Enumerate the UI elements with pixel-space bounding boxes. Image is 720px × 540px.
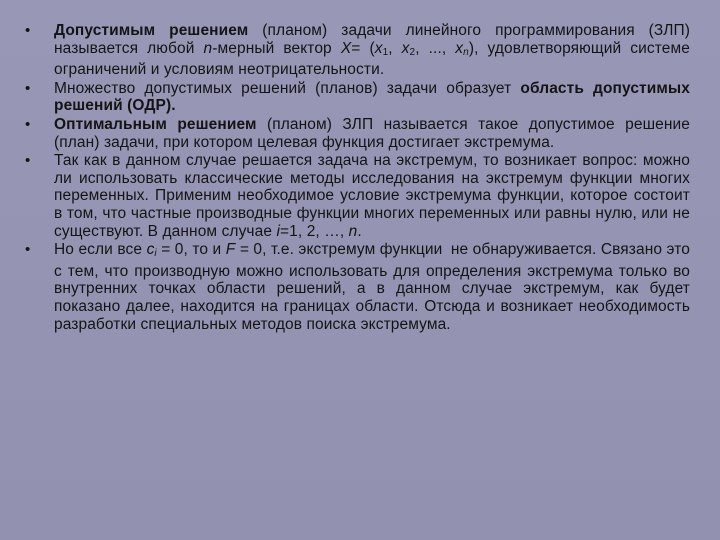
var-x: x — [374, 39, 383, 57]
bullet-dot: • — [25, 241, 31, 259]
subscript: 2 — [409, 46, 416, 58]
term-optimal-solution: Оптимальным решением — [54, 115, 257, 133]
paren-plan: (планом) — [262, 22, 328, 39]
subscript: i — [154, 248, 157, 260]
bullet-list — [22, 22, 690, 334]
var-n: n — [203, 39, 213, 57]
bullet-dot: • — [25, 79, 31, 97]
text: Но если все — [54, 241, 143, 259]
subscript: n — [463, 46, 469, 58]
var-x: x — [401, 39, 410, 57]
subscript: 1 — [382, 46, 389, 58]
var-i: i — [276, 222, 281, 240]
text: . — [357, 222, 362, 240]
text: =1, 2, …, — [280, 222, 345, 240]
bullet-dot: • — [25, 22, 31, 39]
text: -мерный вектор — [212, 39, 332, 57]
bullet-dot: • — [25, 115, 31, 133]
text: обнаруживается. Связано это с тем, что производную можно использовать для определения экстремума только во внутренних точках области решений, а в данном случае экстремум, как будет показано далее, находится на границах области. Отсюда и возникает необходимость разработки специальных методов поиска экстремума. — [54, 241, 690, 333]
term-feasible-region: область допустимых решений (ОДР). — [54, 79, 690, 115]
text: , ..., — [415, 39, 456, 57]
text: , — [388, 39, 402, 57]
term-feasible-solution: Допустимым решением — [54, 22, 249, 39]
text: Так как в данном случае решается задача на экстремум, то возникает вопрос: можно ли использовать классические методы исследования на экстремум функции многих переменных. Применим необходимое условие экстремума функции, которое состоит в том, что частные производные функции многих переменных или равны нулю, или не существуют. В данном случае — [54, 152, 690, 240]
text: не — [450, 241, 469, 259]
text: = ( — [351, 39, 375, 57]
text: = 0, то и — [161, 241, 222, 259]
var-x-vector: X — [340, 39, 352, 57]
text: задачи линейного программирования (ЗЛП) называется любой — [54, 22, 690, 57]
bullet-boundary-extremum — [22, 241, 690, 333]
bullet-dot: • — [25, 152, 31, 170]
text: ), удовлетворяющий системе ограничений и условиям неотрицательности. — [54, 39, 690, 79]
var-c: c — [146, 241, 155, 259]
text: (планом) ЗЛП называется такое допустимое решение (план) задачи, при котором целевая функция достигает экстремума. — [54, 115, 690, 151]
var-n: n — [348, 222, 358, 240]
text: Множество допустимых решений (планов) задачи образует — [54, 79, 512, 97]
var-x: x — [455, 39, 464, 57]
bullet-feasible-region — [22, 80, 690, 115]
bullet-feasible-solution — [22, 22, 690, 79]
text: = 0, т.е. экстремум функции — [239, 241, 443, 259]
bullet-optimal-solution — [22, 116, 690, 151]
bullet-extremum-question — [22, 152, 690, 240]
var-f: F — [225, 241, 236, 259]
